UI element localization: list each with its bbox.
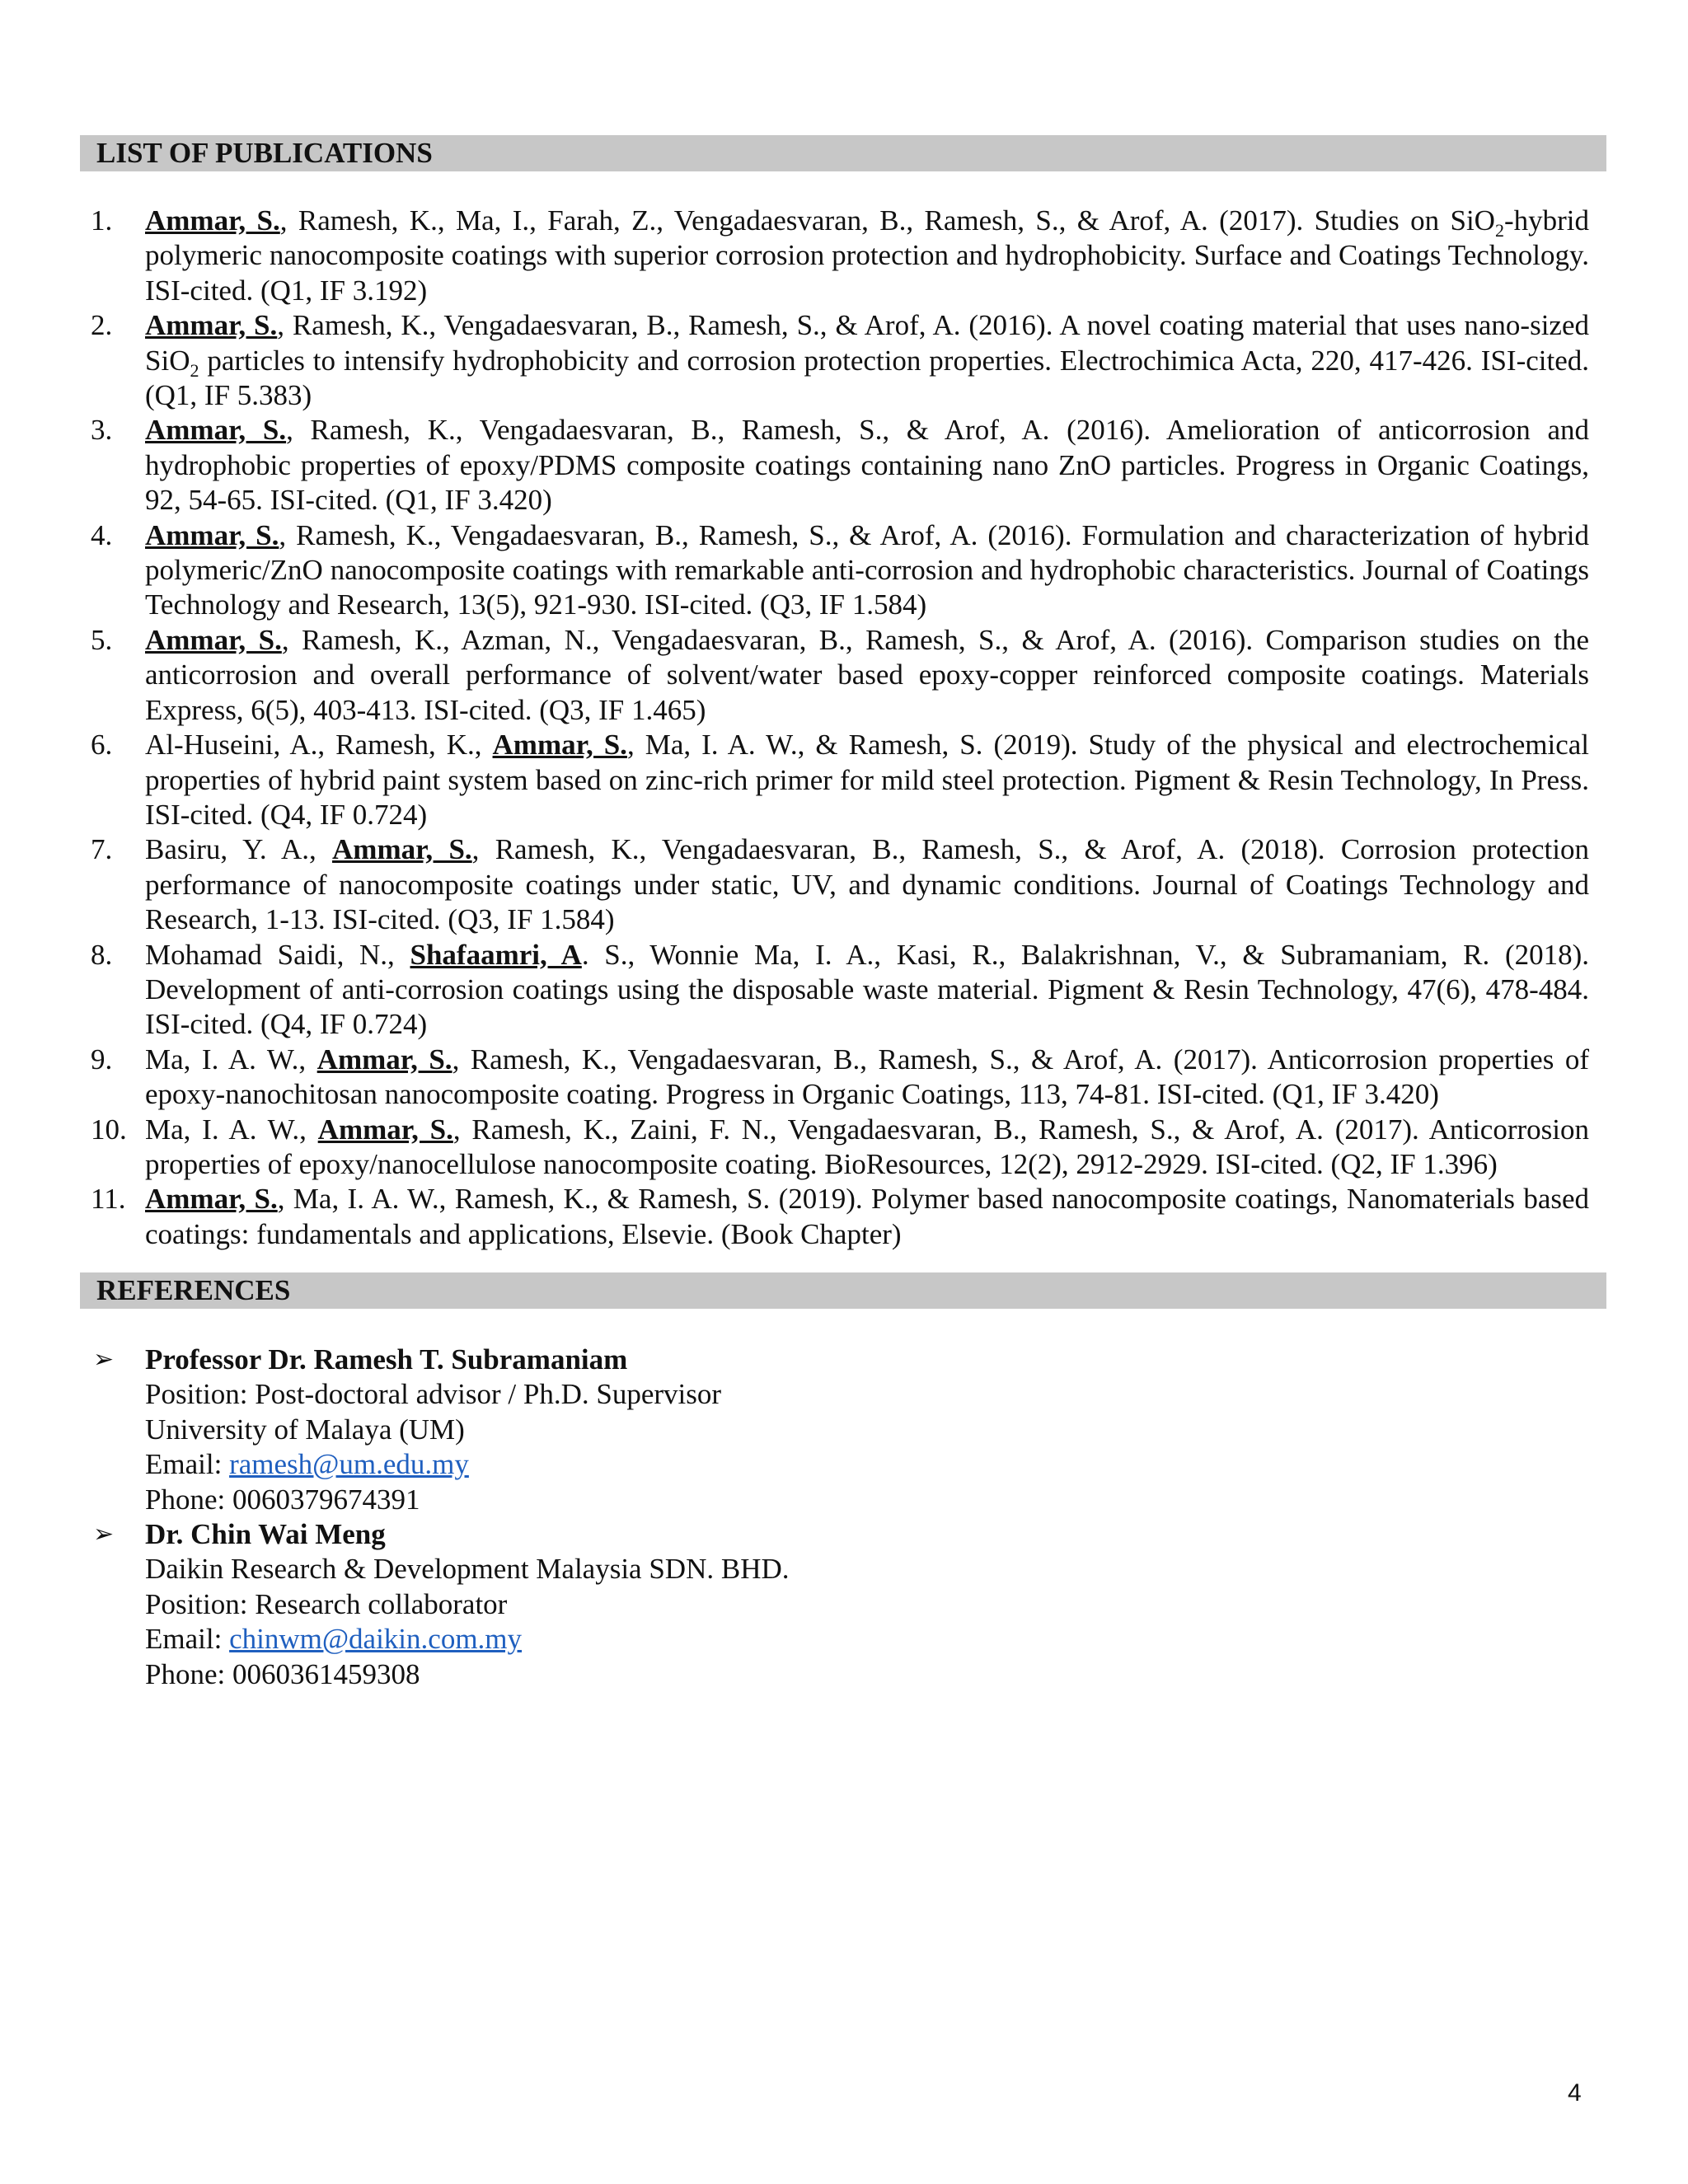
highlighted-author: Ammar, S.	[145, 518, 279, 551]
publication-details: , Ma, I. A. W., & Ramesh, S. (2019). Study of the physical and electrochemical properties of hybrid paint system based on zinc-rich primer for mild steel protection. Pigment & Resin Technology, In Press. ISI-cited. (Q4, IF 0.724)	[145, 729, 1589, 831]
reference-detail: Daikin Research & Development Malaysia SDN. BHD.	[145, 1553, 790, 1586]
publication-authors-before: Basiru, Y. A.,	[145, 833, 333, 866]
publication-item	[91, 413, 1589, 518]
reference-name: Professor Dr. Ramesh T. Subramaniam	[145, 1343, 628, 1376]
publication-item	[91, 1113, 1589, 1183]
publication-details: , Ramesh, K., Azman, N., Vengadaesvaran, B., Ramesh, S., & Arof, A. (2016). Comparison studies on the anticorrosion and overall performance of solvent/water based epoxy-copper reinforced composite coatings. Materials Express, 6(5), 403-413. ISI-cited. (Q3, IF 1.465)	[145, 623, 1590, 726]
highlighted-author: Ammar, S.	[145, 309, 278, 342]
publication-item	[91, 1182, 1589, 1252]
reference-phone: Phone: 0060379674391	[145, 1483, 420, 1516]
publication-item	[91, 308, 1589, 413]
publication-details: , Ramesh, K., Vengadaesvaran, B., Ramesh, S., & Arof, A. (2016). A novel coating material that uses nano-sized SiO	[145, 309, 1589, 377]
publications-section-header: LIST OF PUBLICATIONS	[80, 135, 1606, 171]
publication-number: 2.	[91, 309, 113, 342]
publication-details: , Ma, I. A. W., Ramesh, K., & Ramesh, S. (2019). Polymer based nanocomposite coatings, Nanomaterials based coatings: fundamentals and applications, Elsevie. (Book Chapter)	[145, 1183, 1590, 1250]
publication-number: 9.	[91, 1043, 113, 1076]
subscript: 2	[190, 359, 199, 381]
publication-details: , Ramesh, K., Zaini, F. N., Vengadaesvaran, B., Ramesh, S., & Arof, A. (2017). Anticorrosion properties of epoxy/nanocellulose nanocomposite coating. BioResources, 12(2), 2912-2929. ISI-cited. (Q2, IF 1.396)	[145, 1113, 1590, 1180]
highlighted-author: Ammar, S.	[145, 414, 287, 447]
publication-item	[91, 623, 1589, 728]
publication-number: 10.	[91, 1113, 127, 1146]
publication-details: , Ramesh, K., Vengadaesvaran, B., Ramesh, S., & Arof, A. (2017). Anticorrosion properties of epoxy-nanochitosan nanocomposite coating. Progress in Organic Coatings, 113, 74-81. ISI-cited. (Q1, IF 3.420)	[145, 1043, 1589, 1111]
publication-item	[91, 204, 1589, 308]
publication-number: 4.	[91, 518, 113, 551]
publication-item	[91, 832, 1589, 937]
reference-name: Dr. Chin Wai Meng	[145, 1518, 386, 1551]
email-label: Email:	[145, 1448, 230, 1481]
publication-details-continued: particles to intensify hydrophobicity and corrosion protection properties. Electrochimica Acta, 220, 417-426. ISI-cited. (Q1, IF 5.383)	[145, 344, 1589, 412]
reference-detail: University of Malaya (UM)	[145, 1413, 465, 1446]
publication-number: 8.	[91, 938, 113, 971]
publication-item	[91, 938, 1589, 1043]
reference-detail: Position: Post-doctoral advisor / Ph.D. Supervisor	[145, 1378, 722, 1411]
highlighted-author: Ammar, S.	[145, 623, 282, 656]
reference-email-line	[145, 1622, 1577, 1657]
email-label: Email:	[145, 1623, 230, 1656]
publication-details-continued: -hybrid polymeric nanocomposite coatings with superior corrosion protection and hydrophobicity. Surface and Coatings Technology. ISI-cited. (Q1, IF 3.192)	[145, 204, 1589, 307]
publication-number: 7.	[91, 833, 113, 866]
publication-number: 1.	[91, 204, 113, 237]
publication-number: 5.	[91, 623, 113, 656]
publication-item	[91, 728, 1589, 832]
publication-details: , Ramesh, K., Ma, I., Farah, Z., Vengadaesvaran, B., Ramesh, S., & Arof, A. (2017). Studies on SiO	[279, 204, 1495, 237]
highlighted-author: Ammar, S.	[317, 1113, 453, 1146]
reference-detail: Position: Research collaborator	[145, 1587, 508, 1620]
publication-authors-before: Al-Huseini, A., Ramesh, K.,	[145, 729, 493, 762]
highlighted-author: Ammar, S.	[145, 204, 280, 237]
publication-details: . S., Wonnie Ma, I. A., Kasi, R., Balakrishnan, V., & Subramaniam, R. (2018). Development of anti-corrosion coatings using the disposable waste material. Pigment & Resin Technology, 47(6), 478-484. ISI-cited. (Q4, IF 0.724)	[145, 938, 1590, 1041]
publication-number: 6.	[91, 729, 113, 762]
highlighted-author: Shafaamri, A	[410, 938, 582, 971]
arrow-bullet-icon: ➢	[93, 1521, 115, 1549]
publication-details: , Ramesh, K., Vengadaesvaran, B., Ramesh, S., & Arof, A. (2016). Formulation and characterization of hybrid polymeric/ZnO nanocomposite coatings with remarkable anti-corrosion and hydrophobic characteristics. Journal of Coatings Technology and Research, 13(5), 921-930. ISI-cited. (Q3, IF 1.584)	[145, 518, 1589, 621]
references-list	[93, 1343, 1577, 1692]
reference-email-line	[145, 1447, 1577, 1482]
highlighted-author: Ammar, S.	[316, 1043, 452, 1076]
publication-number: 11.	[91, 1183, 126, 1216]
email-link[interactable]: chinwm@daikin.com.my	[229, 1623, 523, 1656]
subscript: 2	[1494, 220, 1504, 241]
publications-list	[91, 204, 1589, 1252]
page-number: 4	[1568, 2079, 1582, 2107]
highlighted-author: Ammar, S.	[492, 729, 627, 762]
reference-item	[93, 1517, 1577, 1692]
reference-phone: Phone: 0060361459308	[145, 1657, 420, 1690]
email-link[interactable]: ramesh@um.edu.my	[229, 1448, 469, 1481]
publication-item	[91, 1043, 1589, 1113]
reference-item	[93, 1343, 1577, 1517]
references-section-header: REFERENCES	[80, 1272, 1606, 1309]
publication-authors-before: Ma, I. A. W.,	[145, 1113, 318, 1146]
publication-details: , Ramesh, K., Vengadaesvaran, B., Ramesh, S., & Arof, A. (2016). Amelioration of anticorrosion and hydrophobic properties of epoxy/PDMS composite coatings containing nano ZnO particles. Progress in Organic Coatings, 92, 54-65. ISI-cited. (Q1, IF 3.420)	[145, 414, 1589, 517]
arrow-bullet-icon: ➢	[93, 1346, 115, 1373]
publication-number: 3.	[91, 414, 113, 447]
publication-details: , Ramesh, K., Vengadaesvaran, B., Ramesh, S., & Arof, A. (2018). Corrosion protection performance of nanocomposite coatings under static, UV, and dynamic conditions. Journal of Coatings Technology and Research, 1-13. ISI-cited. (Q3, IF 1.584)	[145, 833, 1589, 936]
highlighted-author: Ammar, S.	[332, 833, 472, 866]
publication-authors-before: Mohamad Saidi, N.,	[145, 938, 410, 971]
highlighted-author: Ammar, S.	[145, 1183, 278, 1216]
publication-item	[91, 518, 1589, 623]
publication-authors-before: Ma, I. A. W.,	[145, 1043, 317, 1076]
